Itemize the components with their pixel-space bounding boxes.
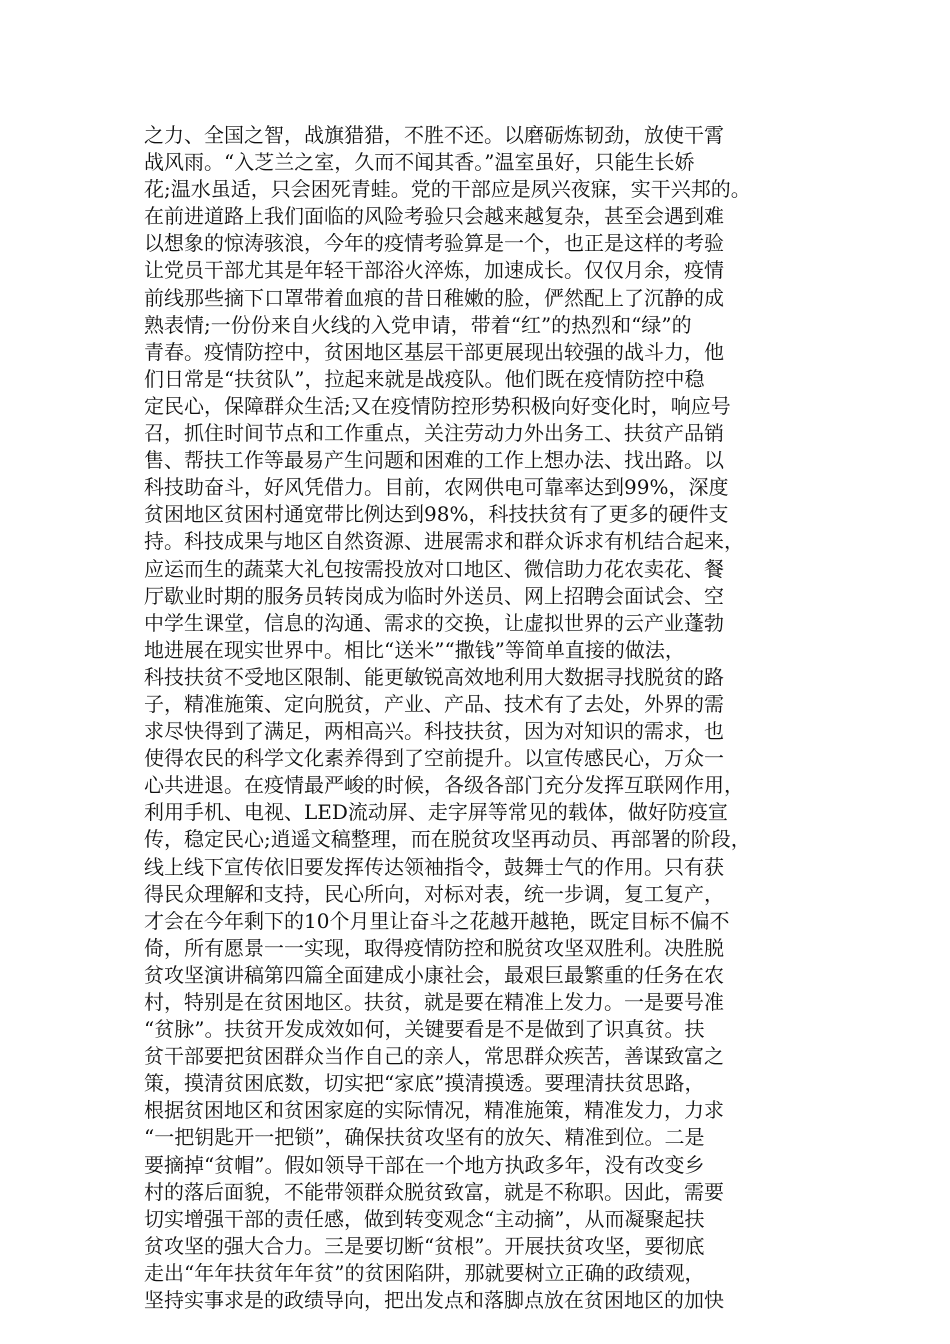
text-line: 要摘掉“贫帽”。假如领导干部在一个地方执政多年，没有改变乡 (144, 1152, 705, 1177)
text-line: 走出“年年扶贫年年贫”的贫困陷阱，那就要树立正确的政绩观， (144, 1260, 705, 1285)
text-line: 中学生课堂，信息的沟通、需求的交换，让虚拟世界的云产业蓬勃 (144, 610, 724, 635)
text-line: 地进展在现实世界中。相比“送米”“撒钱”等简单直接的做法， (144, 637, 685, 662)
text-line: 战风雨。“入芝兰之室，久而不闻其香。”温室虽好，只能生长娇 (144, 150, 695, 175)
text-line: 得民众理解和支持，民心所向，对标对表，统一步调，复工复产， (144, 881, 724, 906)
text-line: 青春。疫情防控中，贫困地区基层干部更展现出较强的战斗力，他 (144, 339, 724, 364)
text-line: 售、帮扶工作等最易产生问题和困难的工作上想办法、找出路。以 (144, 448, 724, 473)
text-line: 倚，所有愿景一一实现，取得疫情防控和脱贫攻坚双胜利。决胜脱 (144, 935, 724, 960)
text-line: 利用手机、电视、LED流动屏、走字屏等常见的载体，做好防疫宣 (144, 800, 728, 825)
text-line: 以想象的惊涛骇浪，今年的疫情考验算是一个，也正是这样的考验 (144, 231, 724, 256)
text-line: 之力、全国之智，战旗猎猎，不胜不还。以磨砺炼韧劲，放使干霄 (144, 123, 724, 147)
text-line: 持。科技成果与地区自然资源、进展需求和群众诉求有机结合起来， (144, 529, 744, 554)
text-line: 贫攻坚演讲稿第四篇全面建成小康社会，最艰巨最繁重的任务在农 (144, 962, 724, 987)
text-line: “一把钥匙开一把锁”，确保扶贫攻坚有的放矢、精准到位。二是 (144, 1125, 705, 1150)
text-line: 厅歇业时期的服务员转岗成为临时外送员、网上招聘会面试会、空 (144, 583, 724, 608)
text-line: 切实增强干部的责任感，做到转变观念“主动摘”，从而凝聚起扶 (144, 1206, 705, 1231)
text-line: 心共进退。在疫情最严峻的时候，各级各部门充分发挥互联网作用， (144, 773, 744, 798)
text-line: 熟表情;一份份来自火线的入党申请，带着“红”的热烈和“绿”的 (144, 312, 692, 337)
text-line: 村的落后面貌，不能带领群众脱贫致富，就是不称职。因此，需要 (144, 1179, 724, 1204)
text-line: 根据贫困地区和贫困家庭的实际情况，精准施策，精准发力，力求 (144, 1098, 724, 1123)
text-line: 传，稳定民心;逍遥文稿整理，而在脱贫攻坚再动员、再部署的阶段， (144, 827, 751, 852)
text-line: 在前进道路上我们面临的风险考验只会越来越复杂，甚至会遇到难 (144, 204, 724, 229)
text-line: 线上线下宣传依旧要发挥传达领袖指令，鼓舞士气的作用。只有获 (144, 854, 724, 879)
text-line: 坚持实事求是的政绩导向，把出发点和落脚点放在贫困地区的加快 (144, 1288, 724, 1313)
text-line: 科技扶贫不受地区限制、能更敏锐高效地利用大数据寻找脱贫的路 (144, 664, 724, 689)
text-line: “贫脉”。扶贫开发成效如何，关键要看是不是做到了识真贫。扶 (144, 1017, 705, 1042)
text-line: 贫攻坚的强大合力。三是要切断“贫根”。开展扶贫攻坚，要彻底 (144, 1233, 705, 1258)
text-line: 应运而生的蔬菜大礼包按需投放对口地区、微信助力花农卖花、餐 (144, 556, 724, 581)
body-text (144, 122, 808, 1314)
text-line: 召，抓住时间节点和工作重点，关注劳动力外出务工、扶贫产品销 (144, 421, 724, 446)
text-line: 花;温水虽适，只会困死青蛙。党的干部应是夙兴夜寐，实干兴邦的。 (144, 177, 751, 202)
text-line: 求尽快得到了满足，两相高兴。科技扶贫，因为对知识的需求，也 (144, 719, 724, 744)
text-line: 定民心，保障群众生活;又在疫情防控形势积极向好变化时，响应号 (144, 393, 731, 418)
text-line: 贫困地区贫困村通宽带比例达到98%，科技扶贫有了更多的硬件支 (144, 502, 729, 527)
text-line: 让党员干部尤其是年轻干部浴火淬炼，加速成长。仅仅月余，疫情 (144, 258, 724, 283)
text-line: 才会在今年剩下的10个月里让奋斗之花越开越艳，既定目标不偏不 (144, 908, 730, 933)
text-line: 村，特别是在贫困地区。扶贫，就是要在精准上发力。一是要号准 (144, 990, 724, 1014)
text-line: 们日常是“扶贫队”，拉起来就是战疫队。他们既在疫情防控中稳 (144, 366, 705, 391)
text-line: 子，精准施策、定向脱贫，产业、产品、技术有了去处，外界的需 (144, 691, 724, 716)
text-line: 贫干部要把贫困群众当作自己的亲人，常思群众疾苦，善谋致富之 (144, 1044, 724, 1069)
text-line: 科技助奋斗，好风凭借力。目前，农网供电可靠率达到99%，深度 (144, 475, 729, 500)
text-line: 使得农民的科学文化素养得到了空前提升。以宣传感民心，万众一 (144, 746, 724, 771)
text-line: 前线那些摘下口罩带着血痕的昔日稚嫩的脸，俨然配上了沉静的成 (144, 285, 724, 310)
text-line: 策，摸清贫困底数，切实把“家底”摸清摸透。要理清扶贫思路， (144, 1071, 705, 1096)
